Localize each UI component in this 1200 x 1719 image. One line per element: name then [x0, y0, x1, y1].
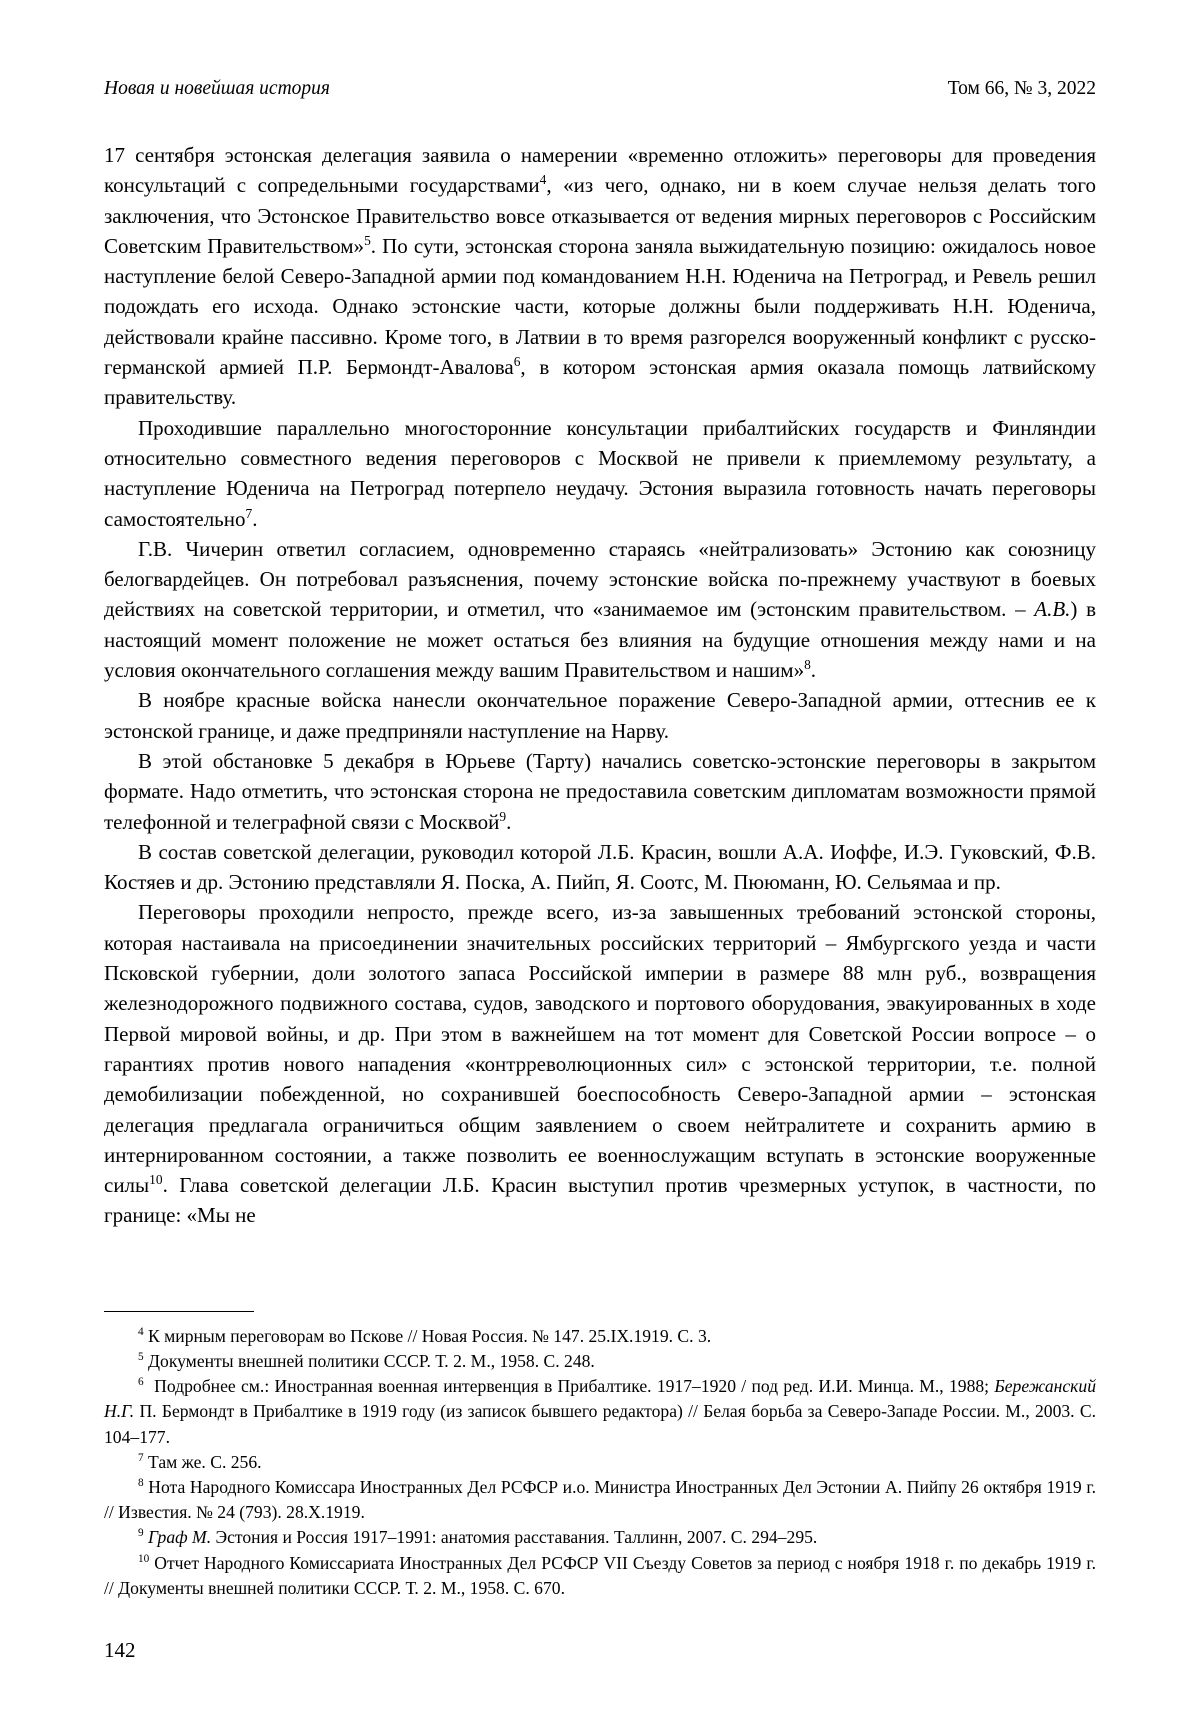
footnote-item: $^5$ Документы внешней политики СССР. Т. 2. М., 1958. С. 248. — [138, 1350, 595, 1371]
footnote-item: $^7$ Там же. С. 256. — [138, 1451, 262, 1472]
body-paragraph: Переговоры проходили непросто, прежде всего, из-за завышенных требований эстонской стороны, которая настаивала на присоединении значительных российских территорий – Ямбургского уезда и части Псковской губернии, доли золотого запаса Российской империи в размере 88 млн руб., возвращения железнодорожного подвижного состава, судов, заводского и портового оборудования, эвакуированных в ходе Первой мировой войны, и др. При этом в важнейшем на тот момент для Советской России вопросе – о гарантиях против нового нападения «контрреволюционных сил» с эстонской территории, т.е. полной демобилизации побежденной, но сохранившей боеспособность Северо-Западной армии – эстонская делегация предлагала ограничиться общим заявлением о своем нейтралитете и сохранить армию в интернированном состоянии, а также позволить ее военнослужащим вступать в эстонские вооруженные силы$^{10}$. Глава советской делегации Л.Б. Красин выступил против чрезмерных уступок, в частности, по границе: «Мы не — [104, 900, 1096, 1228]
footnotes-block — [104, 1311, 1096, 1601]
body-paragraph: В ноябре красные войска нанесли окончательное поражение Северо-Западной армии, оттеснив ее к эстонской границе, и даже предприняли наступление на Нарву. — [104, 688, 1096, 743]
body-paragraph: В состав советской делегации, руководил которой Л.Б. Красин, вошли А.А. Иоффе, И.Э. Гуковский, Ф.В. Костяев и др. Эстонию представляли Я. Поска, А. Пийп, Я. Соотс, М. Пююманн, Ю. Сельямаа и пр. — [104, 839, 1096, 895]
body-paragraph: В этой обстановке 5 декабря в Юрьеве (Тарту) начались советско-эстонские переговоры в закрытом формате. Надо отметить, что эстонская сторона не предоставила советским дипломатам возможности прямой телефонной и телеграфной связи с Москвой$^9$. — [104, 748, 1096, 834]
footnote-item: $^4$ К мирным переговорам во Пскове // Новая Россия. № 147. 25.IX.1919. С. 3. — [138, 1325, 712, 1346]
footnote-separator — [104, 1311, 254, 1312]
footnote-item: $^8$ Нота Народного Комиссара Иностранных Дел РСФСР и.о. Министра Иностранных Дел Эстонии А. Пийпу 26 октября 1919 г. // Известия. № 24 (793). 28.X.1919. — [104, 1476, 1096, 1523]
running-head — [104, 78, 1096, 100]
article-body — [104, 140, 1096, 1231]
body-paragraph: Г.В. Чичерин ответил согласием, одновременно стараясь «нейтрализовать» Эстонию как союзницу белогвардейцев. Он потребовал разъяснения, почему эстонские войска по-прежнему участвуют в боевых действиях на советской территории, и отметил, что «занимаемое им (эстонским правительством. – А.В.) в настоящий момент положение не может остаться без влияния на будущие отношения между нами и на условия окончательного соглашения между вашим Правительством и нашим»$^8$. — [104, 536, 1096, 683]
issue-info: Том 66, № 3, 2022 — [947, 78, 1096, 99]
journal-title: Новая и новейшая история — [104, 78, 330, 99]
page-number: 142 — [104, 1638, 136, 1662]
footnote-item: $^{10}$ Отчет Народного Комиссариата Иностранных Дел РСФСР VII Съезду Советов за период с ноября 1918 г. по декабрь 1919 г. // Документы внешней политики СССР. Т. 2. М., 1958. С. 670. — [104, 1552, 1096, 1598]
body-paragraph: 17 сентября эстонская делегация заявила о намерении «временно отложить» переговоры для проведения консультаций с сопредельными государствами$^4$, «из чего, однако, ни в коем случае нельзя делать того заключения, что Эстонское Правительство вовсе отказывается от ведения мирных переговоров с Российским Советским Правительством»$^5$. По сути, эстонская сторона заняла выжидательную позицию: ожидалось новое наступление белой Северо-Западной армии под командованием Н.Н. Юденича на Петроград, и Ревель решил подождать его исхода. Однако эстонские части, которые должны были поддерживать Н.Н. Юденича, действовали крайне пассивно. Кроме того, в Латвии в то время разгорелся вооруженный конфликт с русско-германской армией П.Р. Бермондт-Авалова$^6$, в котором эстонская армия оказала помощь латвийскому правительству. — [104, 143, 1096, 410]
footnote-item: $^9$ Граф М. Эстония и Россия 1917–1991: анатомия расставания. Таллинн, 2007. С. 294–295. — [138, 1527, 818, 1548]
footnote-item: $^6$ Подробнее см.: Иностранная военная интервенция в Прибалтике. 1917–1920 / под ред. И.И. Минца. М., 1988; Бережанский Н.Г. П. Бермондт в Прибалтике в 1919 году (из записок бывшего редактора) // Белая борьба за Северо-Западе России. М., 2003. С. 104–177. — [104, 1376, 1096, 1447]
body-paragraph: Проходившие параллельно многосторонние консультации прибалтийских государств и Финляндии относительно совместного ведения переговоров с Москвой не привели к приемлемому результату, а наступление Юденича на Петроград потерпело неудачу. Эстония выразила готовность начать переговоры самостоятельно$^7$. — [104, 415, 1096, 531]
